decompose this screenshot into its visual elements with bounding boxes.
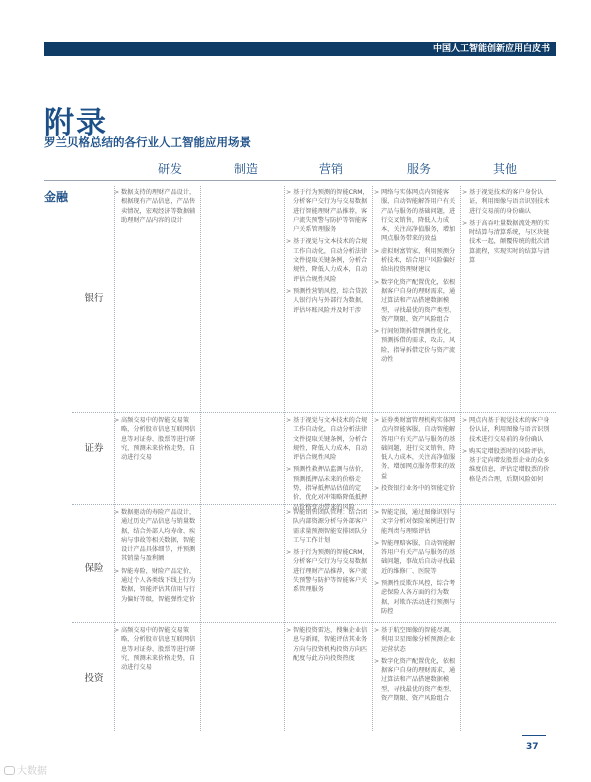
- list-item: > 虚拟财富管家，利用预测分析技术，结合用户风险偏好给出投资理财建议: [374, 247, 458, 275]
- list-item: > 智能投资雷达，搜集企业信息与新闻，智能评估其业务方向与投资机构投资方向匹配度与此方向投资热度: [286, 626, 370, 663]
- cell-securities-other: [462, 416, 550, 487]
- column-header-marketing: 营销: [318, 162, 343, 176]
- list-item: > 数据支持的理财产品设计，根据现有产品信息，产品售卖情况，宏观经济等数据辅助理财产品内容的设计: [114, 188, 200, 225]
- industry-label-finance: 金融: [44, 190, 69, 204]
- column-header-manufacturing: 制造: [233, 162, 258, 176]
- row-label-securities: 证券: [84, 443, 104, 454]
- watermark: [4, 762, 47, 777]
- row-divider: [72, 622, 556, 623]
- list-item: > 网点内基于视觉技术的客户身份认证，利用图像与语音识别技术进行交易前的身份确认: [462, 416, 550, 444]
- cell-investment-service: [374, 626, 458, 706]
- list-item: > 行间短期拆借预测性优化，预测拆借的需求，攻击，风险，指导拆借定价与资产流动性: [374, 327, 458, 364]
- list-item: > 智能销售团队管理：结合团队内部资源分析与外部客户需求量预测智能安排团队分工与工作计划: [286, 508, 370, 545]
- column-header-other: 其他: [492, 162, 517, 176]
- report-header-bar: 中国人工智能创新应用白皮书: [44, 42, 556, 56]
- list-item: > 数字化资产配置优化，依根据客户自身的理财需求，通过算法和产品搭建数据模型，寻找最优的资产类型、资产期限、资产风险组合: [374, 657, 458, 703]
- list-item: > 数据驱动的寿险产品设计，通过历史产品信息与销量数据，结合外部人均寿命、疾病与事故等相关数据，智能设计产品具体细节，并预测其销量与盈利额: [114, 508, 200, 564]
- list-item: > 智能寿险，财险产品定价，通过个人各类线下线上行为数据，智能评估其信用与行为偏好等级，智能弹性定价: [114, 567, 200, 604]
- list-item: > 数字化资产配置优化，依根据客户自身的理财需求，通过算法和产品搭建数据模型，寻找最优的资产类型、资产期限、资产风险组合: [374, 278, 458, 324]
- page-number-rule: [522, 735, 546, 736]
- column-divider: [460, 186, 461, 731]
- cell-insurance-rnd: [114, 508, 200, 607]
- list-item: > 预测性营销风控，综合贷款人银行内与外部行为数据，评估坏账风险并及时干涉: [286, 287, 370, 315]
- list-item: > 基于视觉与文本技术的合规工作自动化，自动分析法律文件提取关键条例，分析合规性，降低人力成本，自动评估合规性风险: [286, 237, 370, 283]
- cell-securities-marketing: [286, 416, 370, 515]
- list-item: > 智能定损，通过图像识别与文字分析对保险案例进行智能判责与理赔评估: [374, 508, 458, 536]
- row-label-bank: 银行: [84, 293, 104, 304]
- list-item: > 基于视觉技术的客户身份认证，利用图像与语音识别技术进行交易前的身份确认: [462, 188, 550, 216]
- cell-securities-service: [374, 416, 458, 496]
- page-title: 附录: [44, 106, 108, 141]
- list-item: > 高频交易中的智能交易策略，分析股市信息互联网信息等对证券、股票等进行研究，预测未来价格走势，自动进行交易: [114, 416, 200, 462]
- list-item: > 基于行为预测的智能CRM，分析客户交行为与交易数据进行智能理财产品推荐，客户流失预警与防护等智能客户关系管理服务: [286, 188, 370, 234]
- cell-bank-service: [374, 188, 458, 367]
- cell-bank-other: [462, 188, 550, 268]
- column-header-service: 服务: [406, 162, 431, 176]
- column-divider: [284, 186, 285, 731]
- cell-securities-rnd: [114, 416, 200, 465]
- header-divider: [44, 180, 556, 181]
- watermark-text: 大数据: [17, 766, 47, 777]
- page-subtitle: 罗兰贝格总结的各行业人工智能应用场景: [44, 135, 251, 149]
- list-item: > 智能理赔客服，自动智能解答用户有关产品与服务的基础问题，事故后自动寻找最近的维修厂、医院等: [374, 539, 458, 576]
- cell-insurance-service: [374, 508, 458, 619]
- row-label-investment: 投资: [84, 673, 104, 684]
- column-divider: [372, 186, 373, 731]
- list-item: > 网络与实体网点内智能客服，自动智能解答用户有关产品与服务的基础问题，进行交叉销售，降低人力成本，关注高净值服务，增加网点服务带来的效益: [374, 188, 458, 244]
- cell-bank-marketing: [286, 188, 370, 318]
- list-item: > 投资银行业务中的智能定价: [374, 484, 458, 493]
- row-label-insurance: 保险: [84, 563, 104, 574]
- row-divider: [72, 412, 556, 413]
- chat-bubble-icon: [4, 766, 15, 775]
- cell-insurance-marketing: [286, 508, 370, 598]
- list-item: > 基于行为预测的智能CRM，分析客户交行为与交易数据进行理财产品推荐，客户流失预警与防护等智能客户关系管理服务: [286, 548, 370, 594]
- list-item: > 基于高吞吐量数据流处理的实时结算与清算系统，与区块链技术一起，颠覆传统的批次清算流程，实现实时的结算与清算: [462, 219, 550, 265]
- list-item: > 基于航空图像的智能尽调，利用卫星图像分析预测企业运营状态: [374, 626, 458, 654]
- list-item: > 预测性反欺诈风控，综合考虑保险人各方面的行为数据，对欺诈活动进行预测与防控: [374, 579, 458, 616]
- list-item: > 高频交易中的智能交易策略，分析股市信息互联网信息等对证券、股票等进行研究，预测未来价格走势，自动进行交易: [114, 626, 200, 672]
- list-item: > 基于视觉与文本技术的合规工作自动化，自动分析法律文件提取关键条例，分析合规性，降低人力成本，自动评估合规性风险: [286, 416, 370, 462]
- cell-bank-rnd: [114, 188, 200, 228]
- list-item: > 预测性救押品监测与估价，预测抵押品未来的价格走势，指导抵押品估值的定价，优化对冲策略降低抵押品价格变动带来的风险: [286, 465, 370, 511]
- list-item: > 购买定增股票时的风险评估，基于定向增发股票企业的众多维度信息，评估定增股票的价格是否合理，后期风险如何: [462, 447, 550, 484]
- page-number: 37: [526, 742, 539, 752]
- column-divider: [200, 186, 201, 731]
- cell-investment-rnd: [114, 626, 200, 675]
- list-item: > 证券类财富管理机构实体网点内智能客服，自动智能解答用户有关产品与服务的基础问题，进行交叉销售，降低人力成本，关注高净值服务，增加网点服务带来的效益: [374, 416, 458, 481]
- cell-investment-marketing: [286, 626, 370, 666]
- column-header-rnd: 研发: [157, 162, 182, 176]
